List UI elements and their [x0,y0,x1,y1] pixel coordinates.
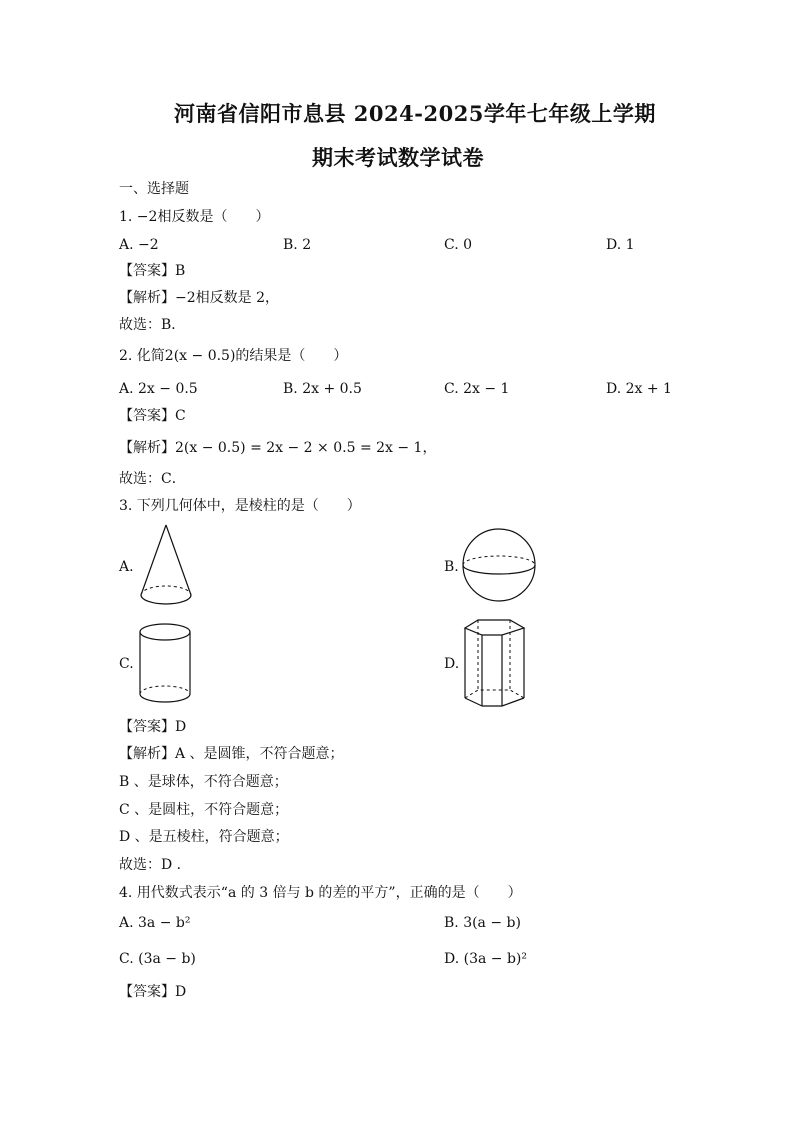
q4-option-a: A. 3a − b² [119,915,191,931]
q2-option-c: C. 2x − 1 [444,381,510,397]
q2-analysis: 【解析】2(x − 0.5) = 2x − 2 × 0.5 = 2x − 1， [119,440,437,456]
q1-analysis: 【解析】−2相反数是 2， [119,290,279,306]
q2-option-b: B. 2x + 0.5 [283,381,362,397]
q3-analysis-line-3: C 、是圆柱，不符合题意； [119,802,289,818]
q3-option-b-label: B. [444,559,459,575]
q4-option-d: D. (3a − b)² [444,951,528,967]
q1-option-b: B. 2 [283,237,312,253]
q3-analysis-line-1: 【解析】A 、是圆锥，不符合题意； [119,746,344,762]
q4-option-b: B. 3(a − b) [444,915,521,931]
title-line-2: 期末考试数学试卷 [312,145,484,170]
q2-answer: 【答案】C [119,408,186,424]
q3-option-a-label: A. [119,559,134,575]
q1-option-d: D. 1 [606,237,635,253]
q3-conclusion: 故选：D ． [119,857,191,873]
q4-option-c: C. (3a − b) [119,951,196,967]
title-line-1: 河南省信阳市息县 2024-2025学年七年级上学期 [174,101,656,126]
q2-option-a: A. 2x − 0.5 [119,381,198,397]
q3-analysis-line-4: D 、是五棱柱，符合题意； [119,829,289,845]
q1-conclusion: 故选：B． [119,317,186,333]
q3-analysis-line-2: B 、是球体，不符合题意； [119,774,288,790]
q4-answer: 【答案】D [119,984,187,1000]
q3-stem: 3. 下列几何体中，是棱柱的是（ ） [119,498,361,514]
section-heading: 一、选择题 [119,181,189,197]
q1-option-c: C. 0 [444,237,473,253]
q1-stem: 1. −2相反数是（ ） [119,209,270,225]
q2-option-d: D. 2x + 1 [606,381,672,397]
q3-option-d-label: D. [444,656,460,672]
q3-answer: 【答案】D [119,719,187,735]
cone-figure [138,523,198,607]
q1-answer: 【答案】B [119,263,186,279]
q4-stem: 4. 用代数式表示“a 的 3 倍与 b 的差的平方”，正确的是（ ） [119,885,522,901]
pentagonal-prism-figure [462,618,528,710]
q1-option-a: A. −2 [119,237,159,253]
q2-stem: 2. 化简2(x − 0.5)的结果是（ ） [119,348,348,364]
sphere-figure [461,527,537,603]
q3-option-c-label: C. [119,656,134,672]
cylinder-figure [138,622,194,706]
q2-conclusion: 故选：C． [119,471,186,487]
